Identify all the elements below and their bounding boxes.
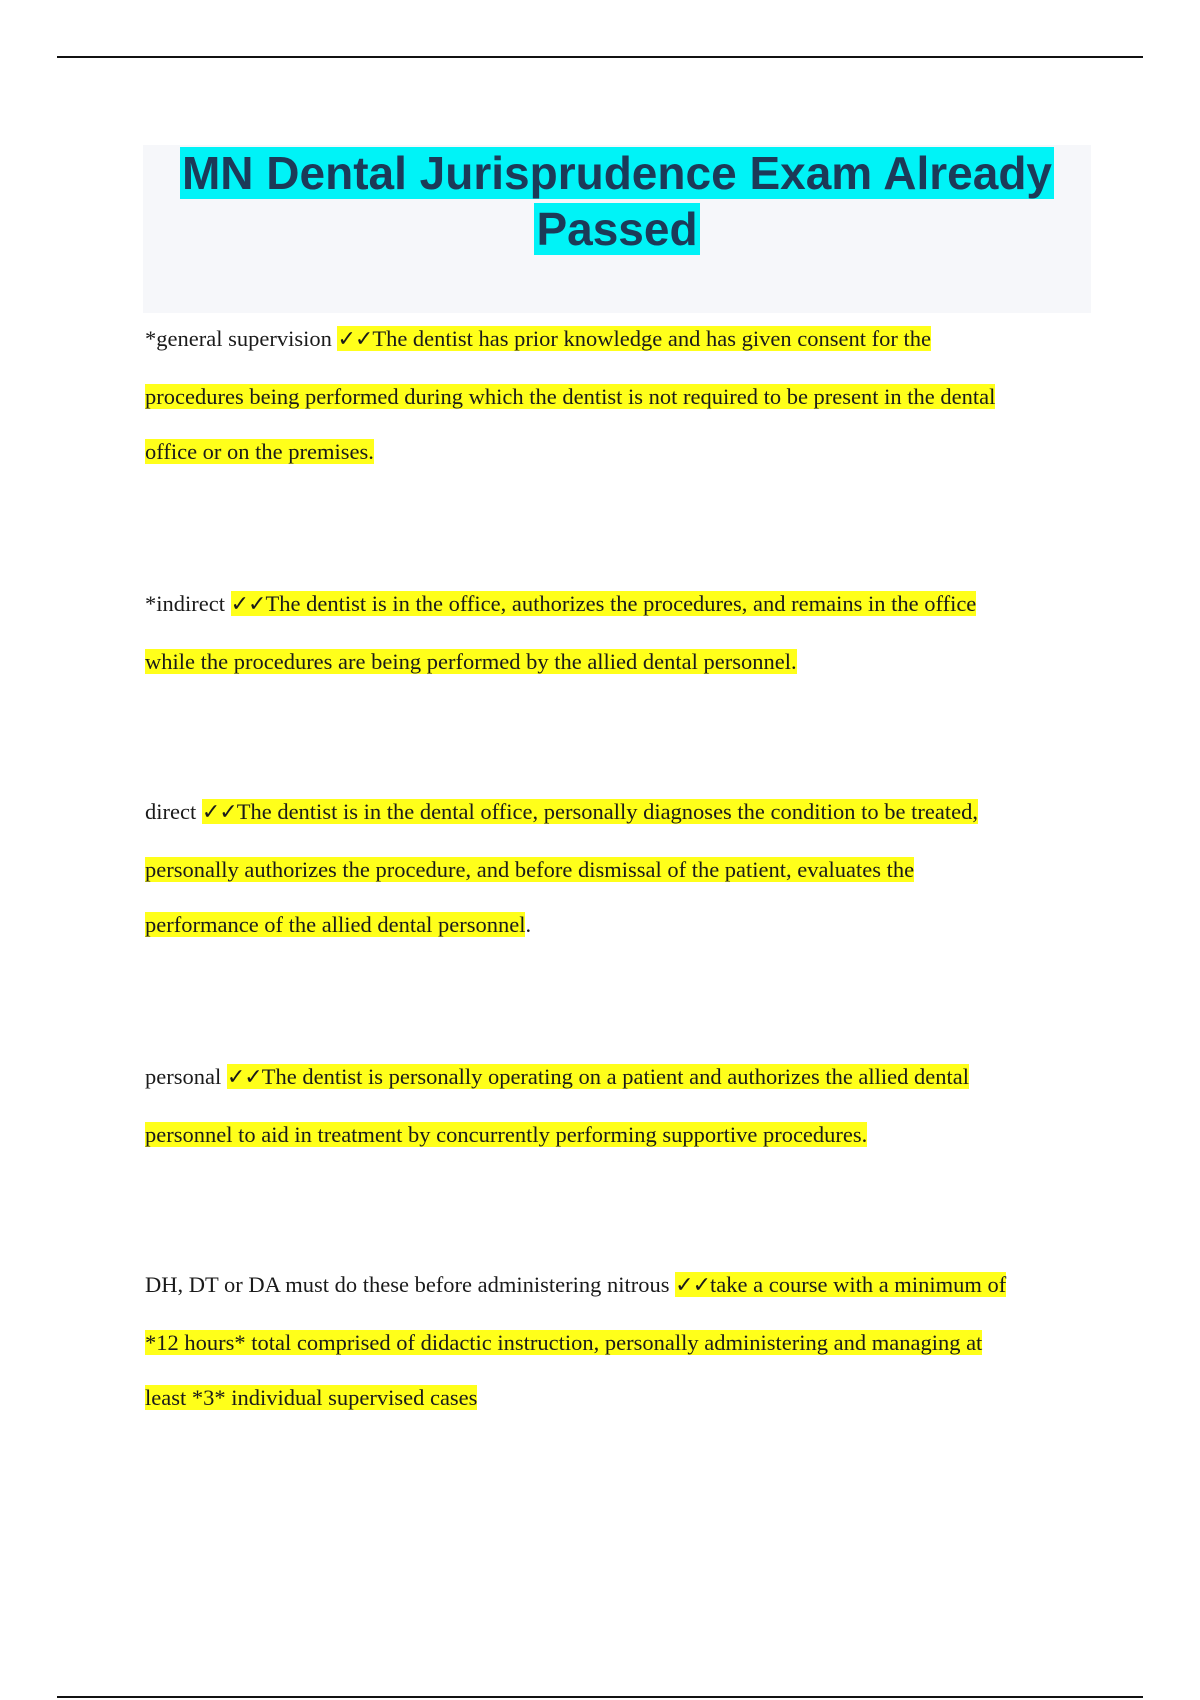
- answer-text: The dentist has prior knowledge and has given consent for the: [372, 326, 931, 351]
- title-line-1: MN Dental Jurisprudence Exam Already: [181, 147, 1053, 199]
- qa-line: [145, 368, 1105, 425]
- qa-line: [145, 1106, 1105, 1163]
- qa-line: [145, 575, 1105, 633]
- answer-text: while the procedures are being performed by the allied dental personnel.: [145, 649, 797, 674]
- double-check-icon: ✓✓: [337, 327, 373, 352]
- qa-line: [145, 783, 1105, 841]
- bottom-rule: [57, 1696, 1143, 1698]
- term-label: *general supervision: [145, 326, 332, 351]
- qa-line: [145, 1048, 1105, 1106]
- answer-text: personally authorizes the procedure, and before dismissal of the patient, evaluates the: [145, 857, 915, 882]
- double-check-icon: ✓✓: [201, 800, 237, 825]
- double-check-icon: ✓✓: [230, 592, 266, 617]
- double-check-icon: ✓✓: [675, 1273, 711, 1298]
- answer-text: The dentist is in the dental office, personally diagnoses the condition to be treated,: [236, 799, 978, 824]
- answer-highlight: [337, 326, 930, 351]
- trailing-period: .: [525, 912, 532, 937]
- answer-text: office or on the premises.: [145, 439, 374, 464]
- answer-text: take a course with a minimum of: [710, 1272, 1007, 1297]
- qa-item-personal: [145, 1048, 1105, 1163]
- qa-line: [145, 423, 1105, 480]
- answer-highlight: [231, 591, 977, 616]
- answer-text: The dentist is personally operating on a patient and authorizes the allied dental: [261, 1064, 970, 1089]
- term-label: *indirect: [145, 591, 225, 616]
- answer-text: performance of the allied dental personnel: [145, 912, 526, 937]
- qa-line: [145, 1256, 1105, 1314]
- qa-line: [145, 1369, 1105, 1426]
- term-label: personal: [145, 1064, 222, 1089]
- answer-highlight: [227, 1064, 969, 1089]
- title-line-2: Passed: [536, 203, 698, 255]
- qa-item-direct: [145, 783, 1105, 953]
- answer-highlight: [202, 799, 978, 824]
- qa-line: [145, 1314, 1105, 1371]
- answer-text: least *3* individual supervised cases: [145, 1385, 478, 1410]
- top-rule: [57, 56, 1143, 58]
- answer-highlight: [675, 1272, 1006, 1297]
- qa-line: [145, 633, 1105, 690]
- answer-text: The dentist is in the office, authorizes the procedures, and remains in the office: [265, 591, 977, 616]
- qa-line: [145, 896, 1105, 953]
- term-label: DH, DT or DA must do these before administering nitrous: [145, 1272, 670, 1297]
- qa-item-indirect: [145, 575, 1105, 690]
- answer-text: *12 hours* total comprised of didactic instruction, personally administering and managing at: [145, 1330, 983, 1355]
- qa-item-general-supervision: [145, 310, 1105, 480]
- answer-text: procedures being performed during which the dentist is not required to be present in the dental: [145, 384, 996, 409]
- qa-line: [145, 841, 1105, 898]
- document-title: [143, 145, 1091, 257]
- answer-text: personnel to aid in treatment by concurrently performing supportive procedures.: [145, 1122, 868, 1147]
- qa-item-nitrous: [145, 1256, 1105, 1426]
- qa-line: [145, 310, 1105, 368]
- double-check-icon: ✓✓: [226, 1065, 262, 1090]
- term-label: direct: [145, 799, 197, 824]
